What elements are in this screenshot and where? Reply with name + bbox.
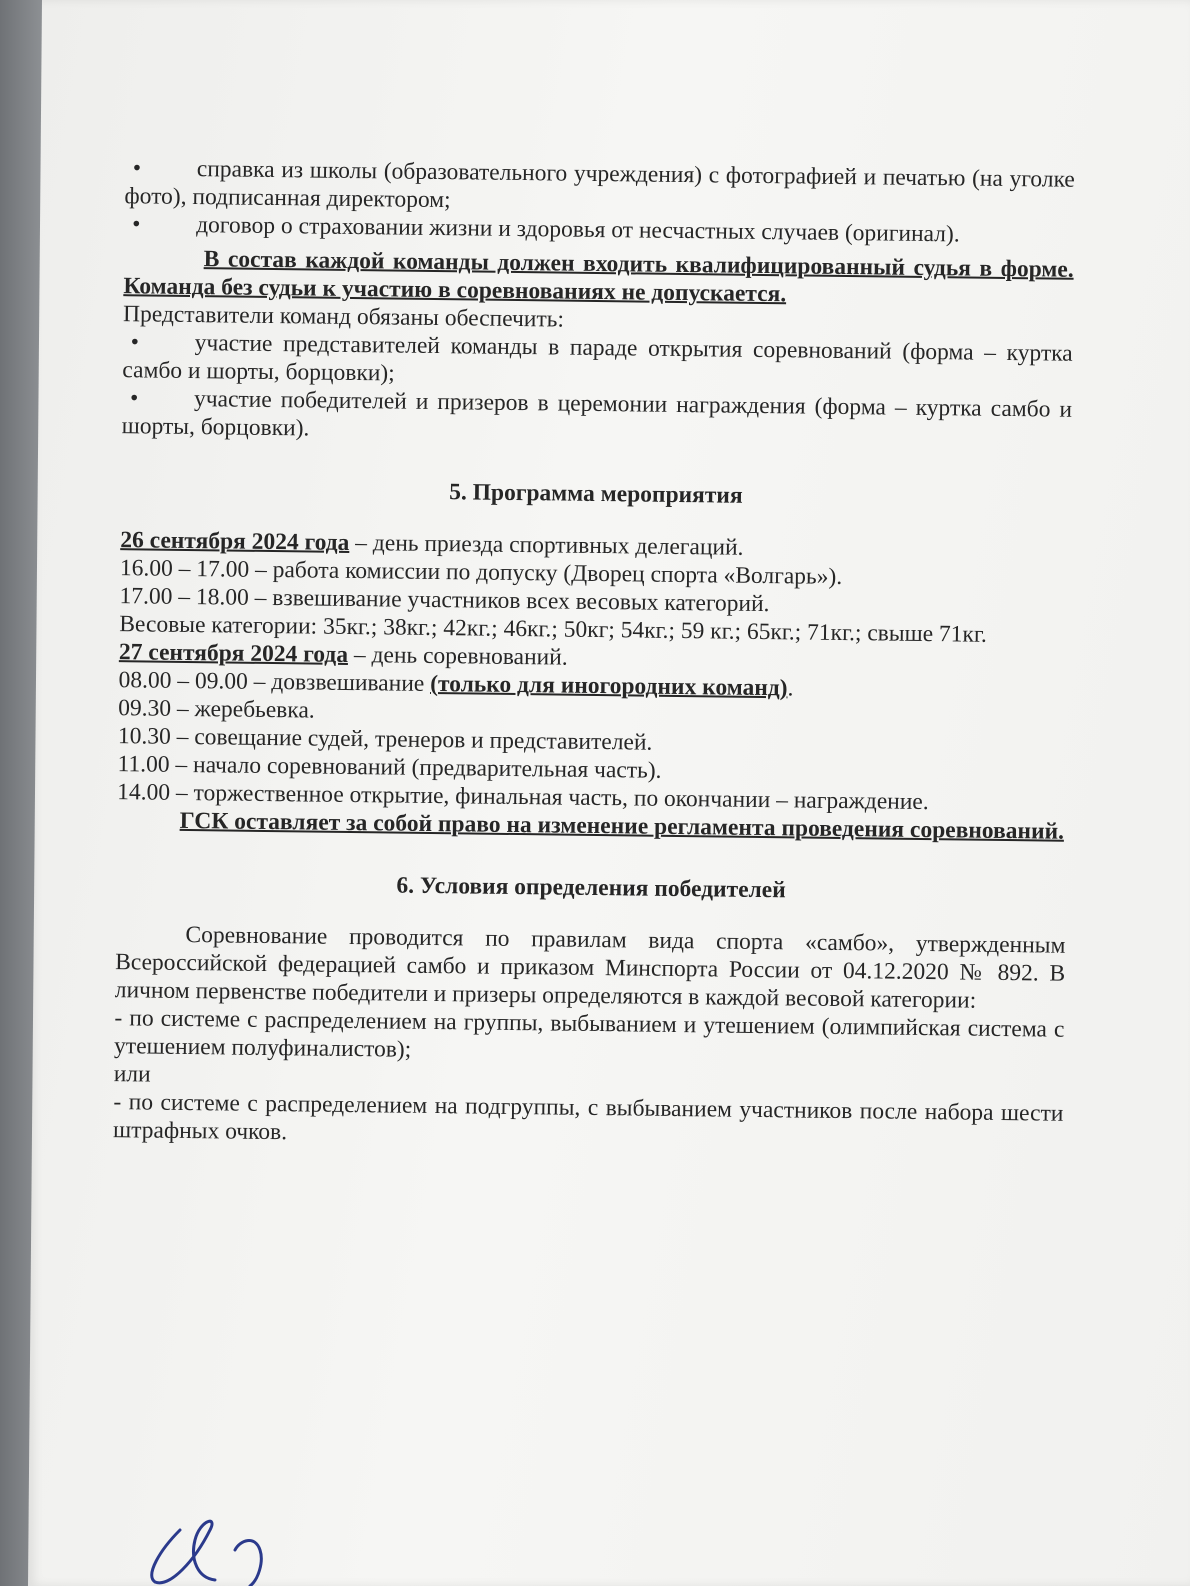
list-item	[122, 384, 1073, 452]
signature	[140, 1500, 340, 1586]
weight-categories: Весовые категории: 35кг.; 38кг.; 42кг.; 46кг.; 50кг; 54кг.; 59 кг.; 65кг.; 71кг.; свыше 71кг.	[119, 611, 987, 648]
day-1-date: 26 сентября 2024 года	[120, 527, 350, 556]
list-item-text: справка из школы (образовательного учреждения) с фотографией и печатью (на уголке фото), подписанная директором;	[124, 156, 1075, 214]
system-option-2: - по системе с распределением на подгруппы, с выбыванием участников после набора шести штрафных очков.	[112, 1089, 1064, 1146]
bullet-icon: •	[129, 385, 139, 412]
schedule-line: 14.00 – торжественное открытие, финальная часть, по окончании – награждение.	[117, 779, 929, 816]
schedule-line: 16.00 – 17.00 – работа комиссии по допуску (Дворец спорта «Волгарь»).	[119, 555, 843, 590]
rules-paragraph: Соревнование проводится по правилам вида спорта «самбо», утвержденным Всероссийской федерацией самбо и приказом Минспорта России от 04.12.2020 № 892. В личном первенстве победители и призеры определяются в каждой весовой категории:	[114, 921, 1066, 1014]
weighin-suffix: .	[787, 675, 794, 702]
bullet-icon: •	[132, 155, 142, 182]
schedule-line: 10.30 – совещание судей, тренеров и представителей.	[117, 723, 653, 756]
gsk-notice: ГСК оставляет за собой право на изменение регламента проведения соревнований.	[179, 807, 1065, 845]
representatives-intro: Представители команд обязаны обеспечить:	[122, 301, 565, 333]
schedule-line: 09.30 – жеребьевка.	[118, 695, 315, 724]
schedule-line: 17.00 – 18.00 – взвешивание участников всех весовых категорий.	[119, 583, 770, 618]
list-item-text: участие представителей команды в параде открытия соревнований (форма – куртка самбо и шорты, борцовки);	[122, 330, 1073, 387]
judge-requirement-notice: В состав каждой команды должен входить квалифицированный судья в форме. Команда без судьи к участию в соревнованиях не допускается.	[123, 246, 1074, 308]
bullet-icon: •	[132, 211, 141, 238]
day-1-desc: – день приезда спортивных делегаций.	[349, 529, 744, 561]
list-item-text: участие победителей и призеров в церемонии награждения (форма – куртка самбо и шорты, борцовки).	[121, 386, 1073, 442]
bullet-icon: •	[130, 329, 140, 356]
day-2-desc: – день соревнований.	[347, 641, 568, 671]
system-option-1: - по системе с распределением на группы, выбыванием и утешением (олимпийская система с утешением полуфиналистов);	[113, 1005, 1065, 1063]
document-text	[113, 154, 1075, 1156]
list-item-text: договор о страховании жизни и здоровья от несчастных случаев (оригинал).	[196, 212, 960, 248]
section-5-title: 5. Программа мероприятия	[449, 479, 743, 509]
section-6-title: 6. Условия определения победителей	[396, 872, 786, 904]
weighin-note: (только для иногородних команд)	[430, 670, 788, 702]
schedule-line: 11.00 – начало соревнований (предварительная часть).	[117, 751, 662, 784]
weighin-prefix: 08.00 – 09.00 – довзвешивание	[118, 667, 431, 697]
or-word: или	[113, 1061, 151, 1088]
day-2-date: 27 сентября 2024 года	[118, 639, 349, 668]
